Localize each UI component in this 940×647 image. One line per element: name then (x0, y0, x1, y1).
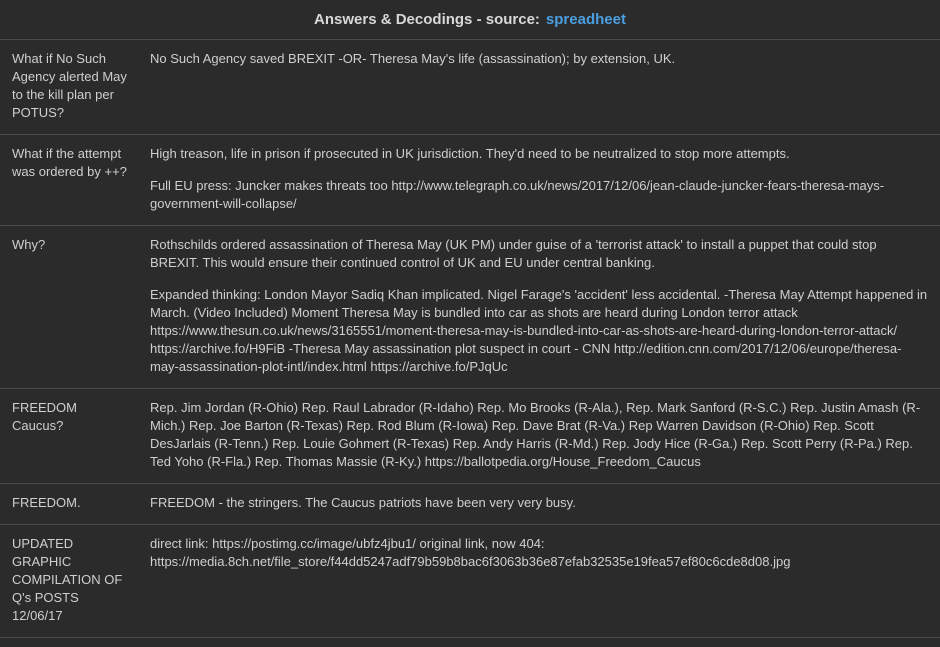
question-cell: FREEDOM. (12, 495, 81, 510)
table-row (0, 484, 940, 525)
table-row (0, 40, 940, 135)
page-header (0, 0, 940, 40)
table-row (0, 135, 940, 226)
answer-paragraph: No Such Agency saved BREXIT -OR- Theresa May's life (assassination); by extension, UK. (150, 51, 676, 66)
question-cell: What if No Such Agency alerted May to the kill plan per POTUS? (12, 51, 127, 120)
answers-table-body (0, 40, 940, 638)
source-link[interactable]: spreadheet (545, 11, 626, 28)
answer-paragraph: Rep. Jim Jordan (R-Ohio) Rep. Raul Labrador (R-Idaho) Rep. Mo Brooks (R-Ala.), Rep. Mark Sanford (R-S.C.) Rep. Justin Amash (R-Mich.) Rep. Joe Barton (R-Texas) Rep. Rod Blum (R-Iowa) Rep. Dave Brat (R-Va.) Rep Warren Davidson (R-Ohio) Rep. Scott DesJarlais (R-Tenn.) Rep. Louie Gohmert (R-Texas) Rep. Andy Harris (R-Md.) Rep. Jody Hice (R-Ga.) Rep. Scott Perry (R-Pa.) Rep. Ted Yoho (R-Fla.) Rep. Thomas Massie (R-Ky.) https://ballotpedia.org/House_Freedom_Caucus (150, 400, 921, 469)
answer-cell (140, 484, 940, 525)
answer-paragraph: FREEDOM - the stringers. The Caucus patriots have been very very busy. (150, 495, 576, 510)
answer-cell (140, 389, 940, 484)
answer-cell (140, 226, 940, 389)
answer-paragraph: Full EU press: Juncker makes threats too http://www.telegraph.co.uk/news/2017/12/06/jean-claude-juncker-fears-theresa-mays-government-will-collapse/ (150, 178, 885, 211)
question-cell: What if the attempt was ordered by ++? (12, 146, 127, 179)
answer-paragraph: direct link: https://postimg.cc/image/ubfz4jbu1/ original link, now 404: https://media.8ch.net/file_store/f44dd5247adf79b59b8bac6f3063b36e87efab32535e19fea57ef80c6cde8d08.jpg (150, 536, 791, 569)
table-row (0, 389, 940, 484)
question-cell: FREEDOM Caucus? (12, 400, 77, 433)
answer-paragraph: Expanded thinking: London Mayor Sadiq Khan implicated. Nigel Farage's 'accident' less accidental. -Theresa May Attempt happened in March. (Video Included) Moment Theresa May is bundled into car as shots are heard during London terror attack https://www.thesun.co.uk/news/3165551/moment-theresa-may-is-bundled-into-car-as-shots-are-heard-during-london-terror-attack/ https://archive.fo/H9FiB -Theresa May assassination plot suspect in court - CNN http://edition.cnn.com/2017/12/06/europe/theresa-may-assassination-plot-intl/index.html https://archive.fo/PJqUc (150, 287, 928, 374)
answer-cell (140, 525, 940, 638)
answer-cell (140, 135, 940, 226)
answers-table (0, 40, 940, 638)
table-row (0, 525, 940, 638)
answer-cell (140, 40, 940, 135)
question-cell: UPDATED GRAPHIC COMPILATION OF Q's POSTS 12/06/17 (12, 536, 123, 623)
answer-paragraph: Rothschilds ordered assassination of Theresa May (UK PM) under guise of a 'terrorist attack' to install a puppet that could stop BREXIT. This would ensure their continued control of UK and EU under central banking. (150, 237, 877, 270)
question-cell: Why? (12, 237, 46, 252)
answer-paragraph: High treason, life in prison if prosecuted in UK jurisdiction. They'd need to be neutralized to stop more attempts. (150, 146, 790, 161)
page-title: Answers & Decodings - source: (314, 11, 540, 28)
table-row (0, 226, 940, 389)
